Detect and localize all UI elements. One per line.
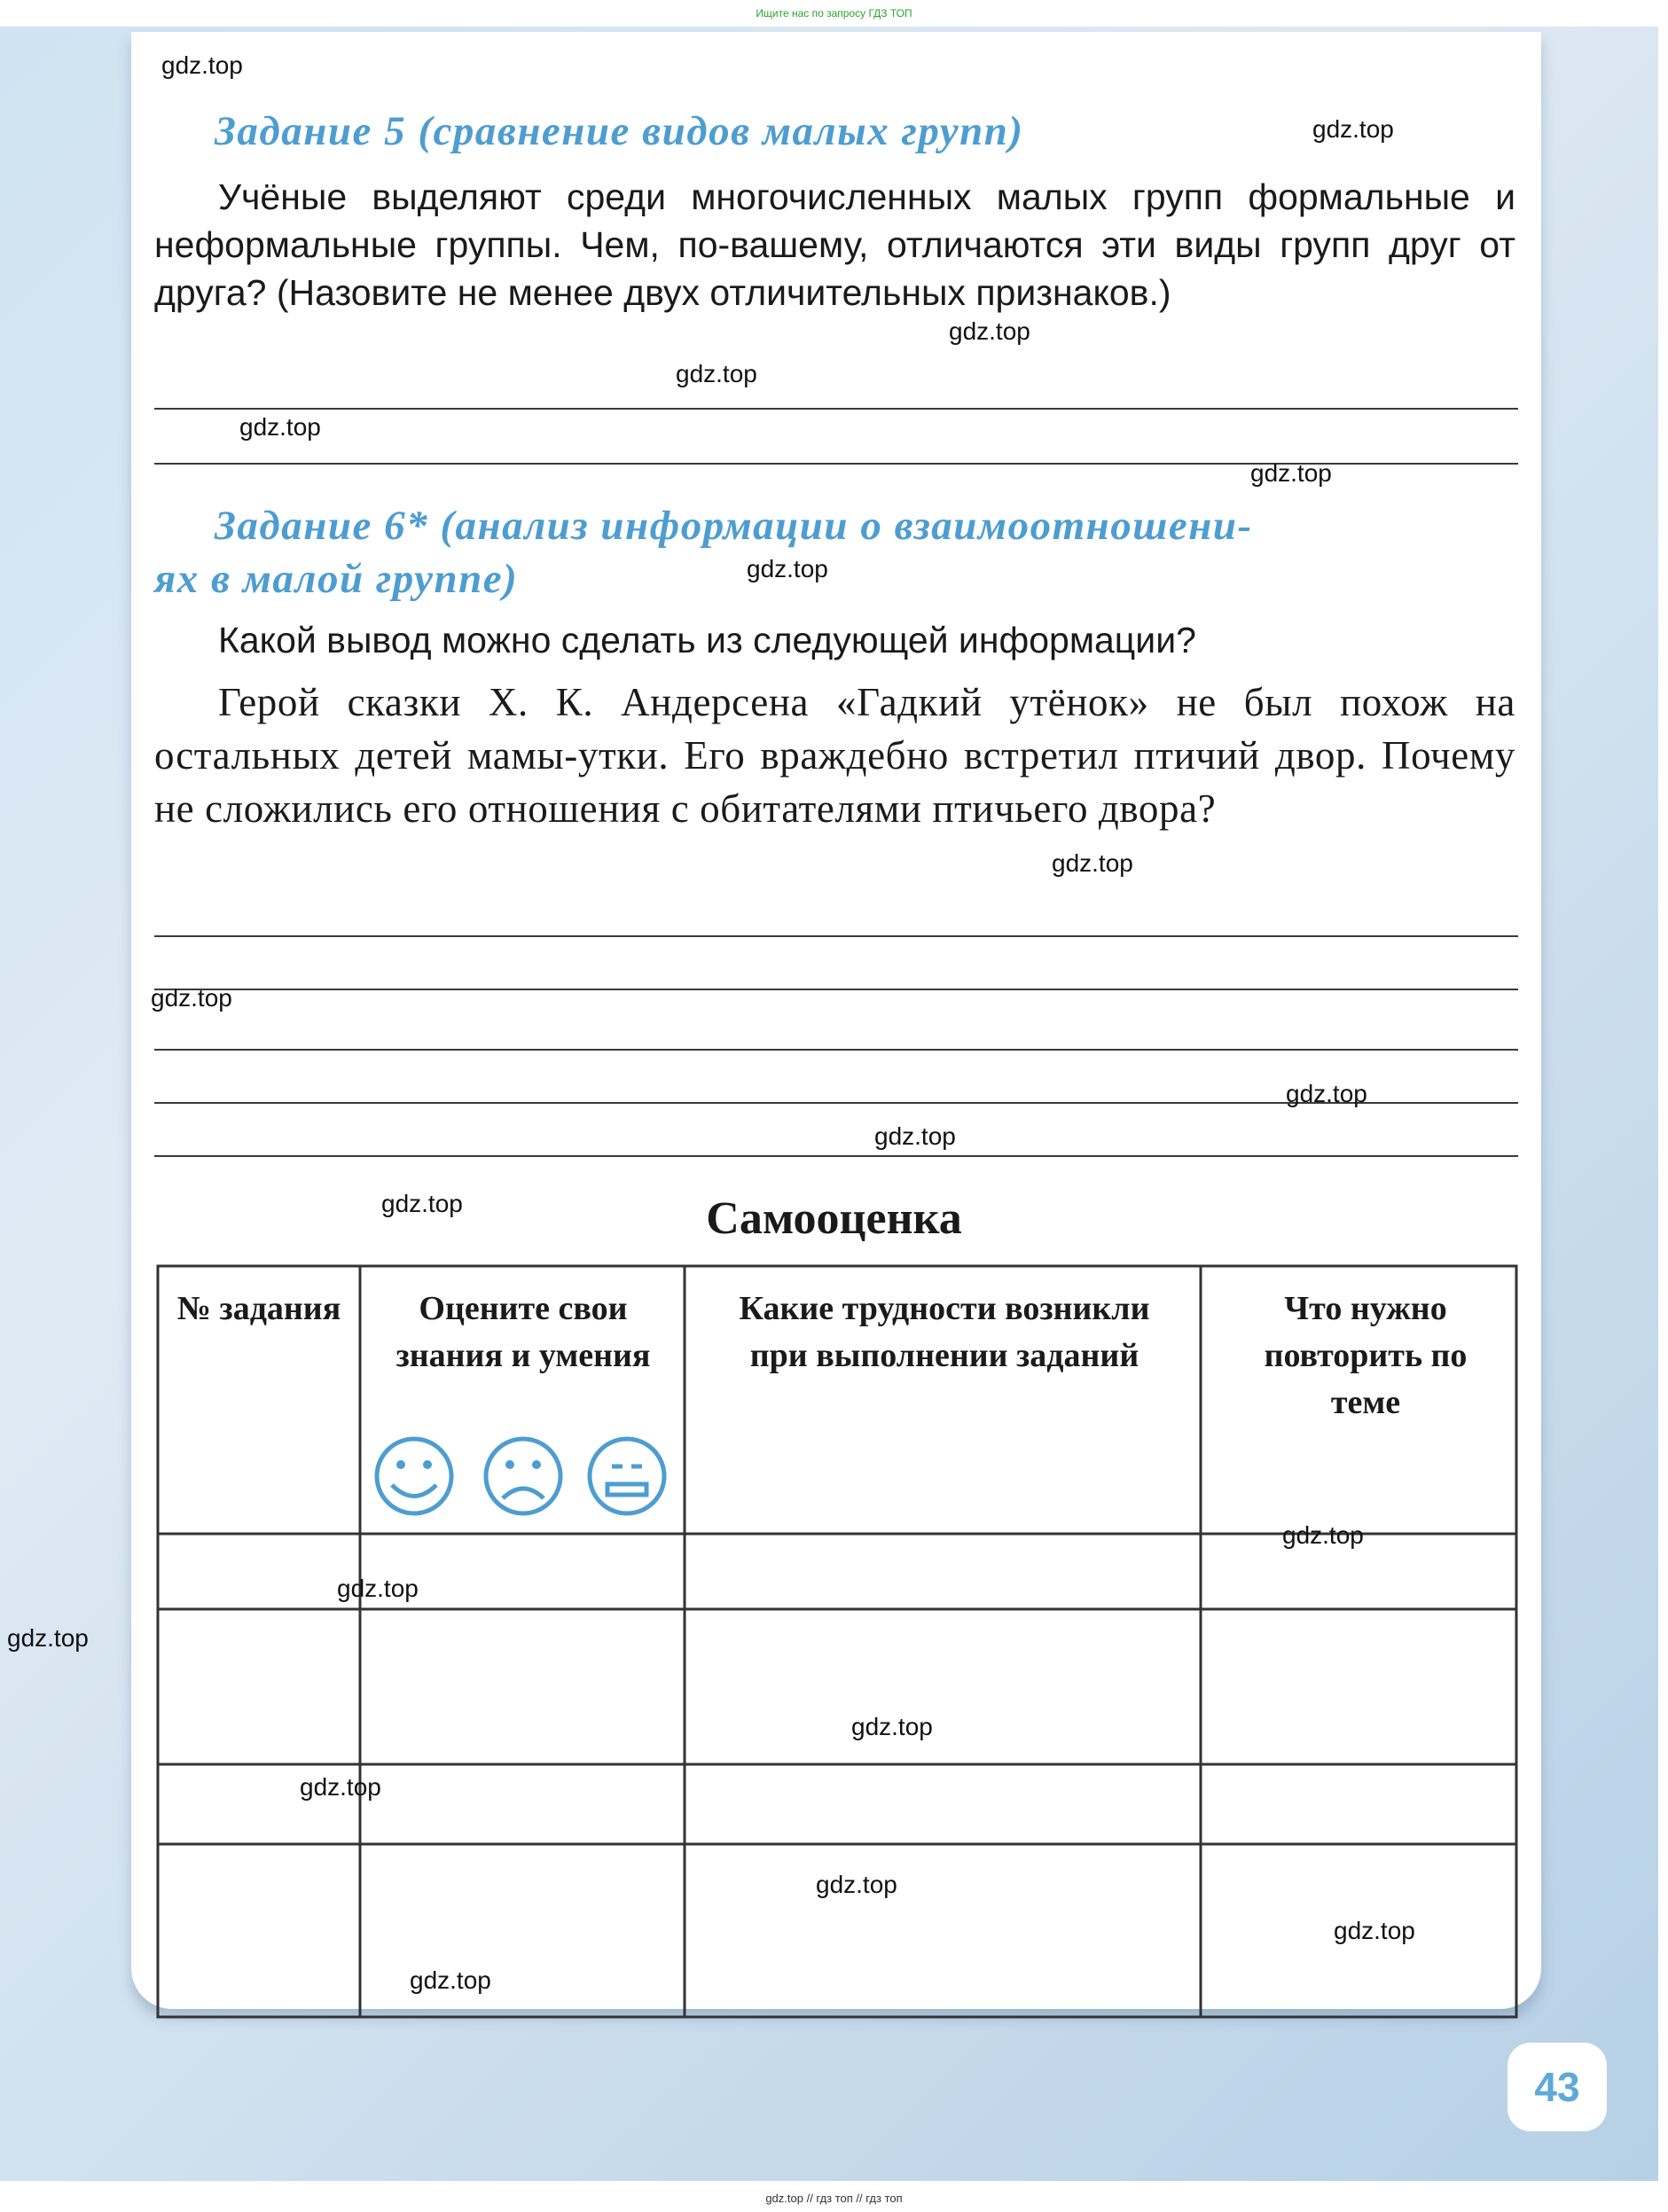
task5-body: Учёные выделяют среди многочисленных малых групп формальные и неформальные группы. Чем, по-вашему, отличаются эти виды групп друг от друга? (Назовите не менее двух отличительных признаков.) xyxy=(154,176,1515,313)
task5-title: Задание 5 (сравнение видов малых групп) xyxy=(215,108,1024,154)
watermark: gdz.top xyxy=(1334,1917,1415,1944)
watermark: gdz.top xyxy=(816,1871,897,1898)
self-assessment-title: Самооценка xyxy=(706,1193,962,1244)
watermark: gdz.top xyxy=(337,1575,419,1602)
watermark: gdz.top xyxy=(1282,1521,1364,1549)
column-header-difficulties: Какие трудности возникли при выполнении заданий xyxy=(739,1290,1150,1374)
task6-story: Герой сказки Х. К. Андерсена «Гадкий утёнок» не был похож на остальных детей мамы-утки. Его враждебно встретил птичий двор. Почему не сложились его отношения с обитателями птичьего двора? xyxy=(154,680,1515,831)
watermark: gdz.top xyxy=(381,1190,463,1217)
watermark: gdz.top xyxy=(7,1624,89,1652)
task6-question: Какой вывод можно сделать из следующей информации? xyxy=(218,620,1196,660)
task6-title-line1: Задание 6* (анализ информации о взаимоотношени- xyxy=(215,503,1253,549)
column-header-task-number: № задания xyxy=(176,1290,341,1327)
page-number: 43 xyxy=(1507,2043,1607,2131)
bottom-note: gdz.top // гдз топ // гдз топ xyxy=(765,2192,903,2205)
watermark: gdz.top xyxy=(1052,849,1133,877)
watermark: gdz.top xyxy=(949,317,1030,345)
watermark: gdz.top xyxy=(161,51,243,79)
watermark: gdz.top xyxy=(1250,459,1332,487)
watermark: gdz.top xyxy=(676,360,757,387)
watermark: gdz.top xyxy=(747,555,828,582)
sad-face-icon xyxy=(486,1439,560,1513)
task6-title-line2: ях в малой группе) xyxy=(154,556,519,602)
watermark: gdz.top xyxy=(239,413,321,441)
smile-face-icon xyxy=(377,1439,451,1513)
neutral-face-icon xyxy=(590,1439,664,1513)
watermark: gdz.top xyxy=(1312,115,1394,143)
watermark: gdz.top xyxy=(300,1773,381,1801)
column-header-rate-knowledge: Оцените свои знания и умения xyxy=(395,1290,651,1374)
watermark: gdz.top xyxy=(851,1713,933,1740)
top-note: Ищите нас по запросу ГДЗ ТОП xyxy=(756,7,912,20)
watermark: gdz.top xyxy=(874,1122,956,1150)
column-header-review: Что нужно повторить по теме xyxy=(1264,1290,1468,1421)
watermark: gdz.top xyxy=(151,984,232,1012)
watermark: gdz.top xyxy=(1286,1080,1367,1107)
watermark: gdz.top xyxy=(410,1966,491,1994)
